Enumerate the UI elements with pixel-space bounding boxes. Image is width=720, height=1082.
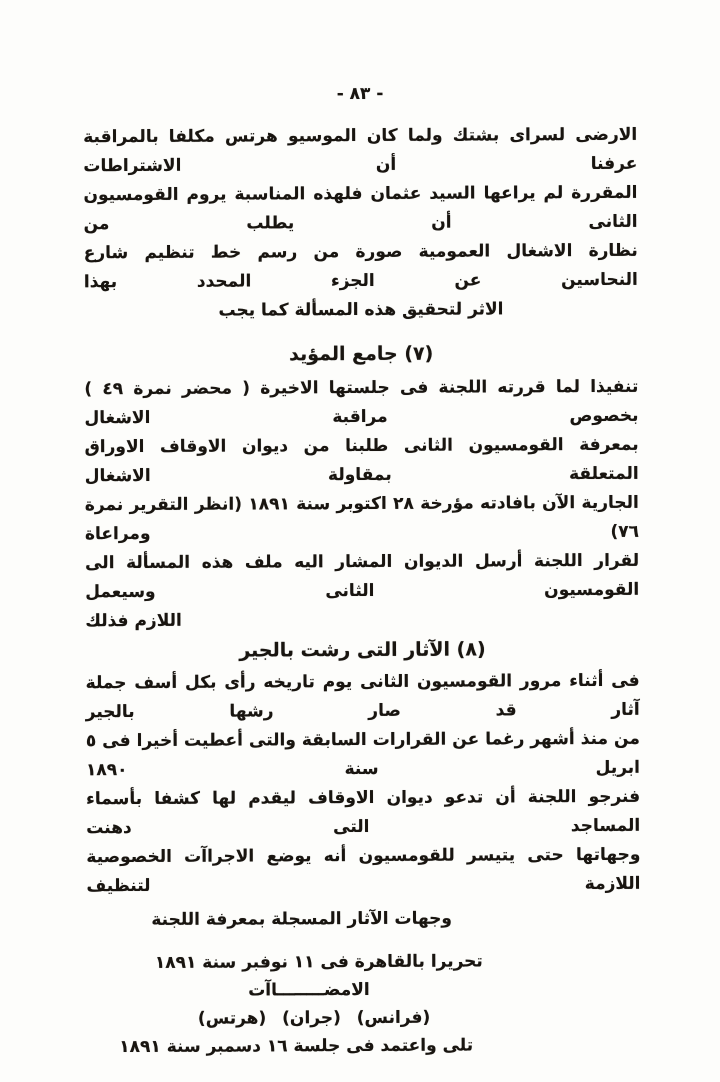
text-line: الجارية الآن بافادته مؤرخة ٢٨ اكتوبر سنة ١٨٩١ (انظر التقرير نمرة ٧٦) ومراعاة bbox=[84, 492, 640, 545]
text-line: الاثر لتحقيق هذه المسألة كما يجب bbox=[218, 299, 504, 321]
approval-line: تلى واعتمد فى جلسة ١٦ دسمبر سنة ١٨٩١ bbox=[119, 1035, 474, 1058]
page-number: - ٨٣ - bbox=[336, 83, 384, 105]
text-line: اللازم فذلك bbox=[85, 610, 182, 632]
text-line: فى أثناء مرور القومسيون الثانى يوم تاريخه رأى بكل أسف جملة آثار قد صار رشها بالجير bbox=[85, 670, 640, 723]
intro-paragraph bbox=[83, 121, 638, 326]
text-line: تنفيذا لما قررته اللجنة فى جلستها الاخيرة ( محضر نمرة ٤٩ ) بخصوص مراقبة الاشغال bbox=[84, 376, 639, 429]
dateline: تحريرا بالقاهرة فى ١١ نوفبر سنة ١٨٩١ bbox=[154, 951, 483, 973]
text-line: فنرجو اللجنة أن تدعو ديوان الاوقاف ليقدم لها كشفا بأسماء المساجد التى دهنت bbox=[86, 786, 641, 839]
text-line: وجهاتها حتى يتيسر للقومسيون أنه يوضع الاجراآت الخصوصية اللازمة لتنظيف bbox=[86, 844, 641, 897]
section-8-heading: (٨) الآثار التى رشت بالجير bbox=[239, 638, 486, 662]
text-line: المقررة لم يراعها السيد عثمان فلهذه المناسبة يروم القومسيون الثانى أن يطلب من bbox=[83, 182, 638, 235]
text-line: من منذ أشهر رغما عن القرارات السابقة والتى أعطيت أخيرا فى ٥ ابريل سنة ١٨٩٠ bbox=[85, 728, 641, 781]
text-line: نظارة الاشغال العمومية صورة من رسم خط تنظيم شارع النحاسين عن الجزء المحدد بهذا bbox=[83, 240, 638, 293]
page-content bbox=[0, 82, 720, 1082]
text-line: وجهات الآثار المسجلة بمعرفة اللجنة bbox=[151, 908, 453, 930]
text-line: الارضى لسراى بشتك ولما كان الموسيو هرتس مكلفا بالمراقبة عرفنا أن الاشتراطات bbox=[83, 124, 638, 177]
text-line: بمعرفة القومسيون الثانى طلبنا من ديوان الاوقاف الاوراق المتعلقة بمقاولة الاشغال bbox=[84, 434, 639, 487]
section-8-paragraph bbox=[86, 667, 641, 935]
signature-names: (فرانس) (جران) (هرتس) bbox=[197, 1007, 431, 1029]
text-line: لقرار اللجنة أرسل الديوان المشار اليه ملف هذه المسألة الى القومسيون الثانى وسيعمل bbox=[85, 550, 640, 603]
section-7-heading: (٧) جامع المؤيد bbox=[289, 342, 434, 366]
signatures-label: الامضــــــــاآت bbox=[248, 979, 370, 1001]
section-7-paragraph bbox=[84, 373, 639, 636]
